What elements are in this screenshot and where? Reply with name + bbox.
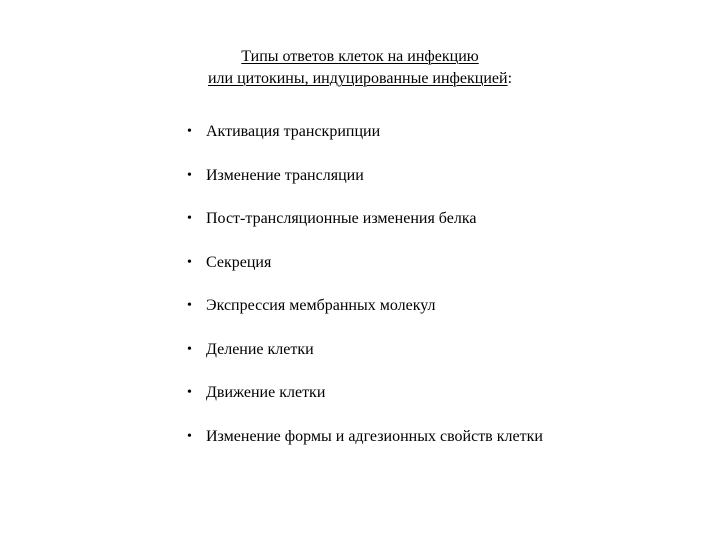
list-item (184, 295, 543, 339)
title-line-2-wrap (0, 68, 720, 90)
bullet-icon: • (187, 254, 192, 270)
bullet-icon: • (187, 124, 192, 139)
list-item (184, 121, 543, 165)
list-item (184, 165, 543, 209)
bullet-icon: • (187, 167, 192, 183)
list-item-text: Изменение формы и адгезионных свойств клетки (206, 427, 543, 445)
list-item-text: Активация транскрипции (206, 123, 381, 140)
bullet-icon: • (187, 298, 192, 313)
list-item (184, 426, 543, 470)
bullet-icon: • (187, 428, 192, 444)
title-colon: : (507, 70, 513, 87)
title-line-1-wrap (0, 46, 720, 68)
title-line-2: или цитокины, индуцированные инфекцией (207, 70, 508, 87)
slide-title (0, 46, 720, 90)
list-item-text: Секреция (206, 253, 272, 271)
list-item-text: Пост-трансляционные изменения белка (206, 210, 477, 227)
list-item-text: Деление клетки (206, 340, 314, 358)
bullet-icon: • (187, 341, 192, 357)
title-line-1: Типы ответов клеток на инфекцию (241, 48, 479, 65)
list-item-text: Движение клетки (206, 384, 326, 401)
list-item (184, 252, 543, 296)
list-item (184, 339, 543, 383)
list-item-text: Изменение трансляции (206, 166, 364, 184)
bullet-icon: • (187, 385, 192, 400)
list-item (184, 382, 543, 426)
bullet-list (184, 121, 543, 469)
list-item (184, 208, 543, 252)
bullet-icon: • (187, 211, 192, 226)
list-item-text: Экспрессия мембранных молекул (206, 297, 436, 314)
